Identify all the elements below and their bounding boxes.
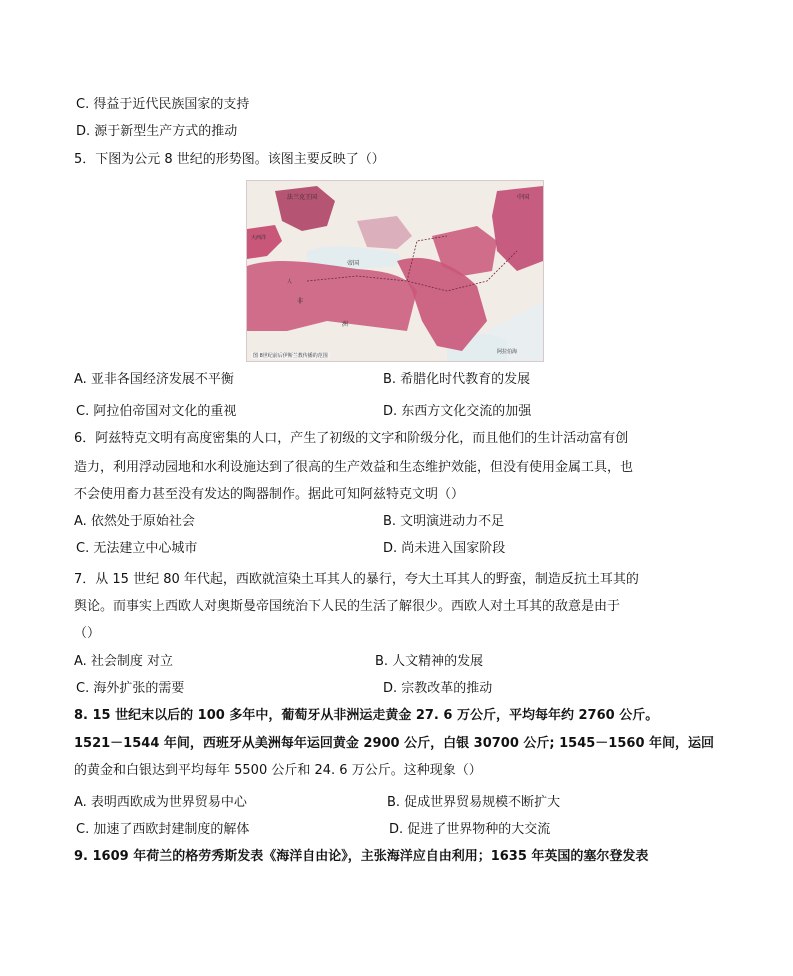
q5-stem: 5．下图为公元 8 世纪的形势图。该图主要反映了（） (74, 152, 385, 167)
q8-option-c: C. 加速了西欧封建制度的解体 (76, 822, 250, 837)
q6-stem-line1: 6．阿兹特克文明有高度密集的人口，产生了初级的文字和阶级分化，而且他们的生计活动富有创 (74, 431, 629, 446)
q7-option-c: C. 海外扩张的需要 (76, 681, 185, 696)
q4-option-d: D. 源于新型生产方式的推动 (76, 124, 238, 139)
q5-option-d: D. 东西方文化交流的加强 (383, 404, 532, 419)
map-label-frank: 法兰克王国 (287, 194, 318, 201)
q8-stem-line2: 1521－1544 年间，西班牙从美洲每年运回黄金 2900 公斤，白银 30700 公斤; 1545－1560 年间，运回 (74, 736, 715, 751)
map-label-empire: 帝国 (347, 260, 360, 267)
q6-stem-line2: 造力，利用浮动园地和水利设施达到了很高的生产效益和生态维护效能，但没有使用金属工具，也 (74, 460, 634, 475)
q8-option-a: A. 表明西欧成为世界贸易中心 (74, 795, 247, 810)
map-label-china: 中国 (517, 194, 530, 201)
q4-option-c: C. 得益于近代民族国家的支持 (76, 97, 250, 112)
q6-option-c: C. 无法建立中心城市 (76, 541, 198, 556)
eighth-century-map (246, 180, 544, 362)
q7-stem-line3: （） (74, 626, 101, 641)
q6-option-a: A. 依然处于原始社会 (74, 514, 195, 529)
q8-option-b: B. 促成世界贸易规模不断扩大 (387, 795, 561, 810)
map-caption: 图 8世纪前后伊斯兰教传播的范围 (253, 353, 328, 359)
map-label-people: 人 (287, 279, 293, 285)
q7-option-b: B. 人文精神的发展 (375, 654, 484, 669)
q8-option-d: D. 促进了世界物种的大交流 (389, 822, 551, 837)
q7-stem-line2: 舆论。而事实上西欧人对奥斯曼帝国统治下人民的生活了解很少。西欧人对土耳其的敌意是由于 (74, 599, 621, 614)
q8-stem-line1: 8. 15 世纪末以后的 100 多年中，葡萄牙从非洲运走黄金 27. 6 万公斤，平均每年约 2760 公斤。 (74, 708, 659, 723)
q5-option-c: C. 阿拉伯帝国对文化的重视 (76, 404, 237, 419)
q7-stem-line1: 7．从 15 世纪 80 年代起，西欧就渲染土耳其人的暴行，夸大土耳其人的野蛮，制造反抗土耳其的 (74, 572, 639, 587)
q8-stem-line3: 的黄金和白银达到平均每年 5500 公斤和 24. 6 万公斤。这种现象（） (74, 763, 482, 778)
q6-option-d: D. 尚未进入国家阶段 (383, 541, 506, 556)
map-figure (247, 181, 543, 361)
q6-stem-line3: 不会使用畜力甚至没有发达的陶器制作。据此可知阿兹特克文明（） (74, 487, 465, 502)
map-label-ocean: 阿拉伯海 (497, 349, 518, 355)
q5-option-b: B. 希腊化时代教育的发展 (383, 372, 531, 387)
map-label-atlantic: 大西洋 (251, 235, 267, 241)
map-label-africa-b: 洲 (342, 321, 349, 328)
q7-option-a: A. 社会制度 对立 (74, 654, 174, 669)
q5-option-a: A. 亚非各国经济发展不平衡 (74, 372, 234, 387)
map-label-africa-a: 非 (297, 298, 304, 305)
q7-option-d: D. 宗教改革的推动 (383, 681, 493, 696)
q9-stem-line1: 9. 1609 年荷兰的格劳秀斯发表《海洋自由论》，主张海洋应自由利用；1635 年英国的塞尔登发表 (74, 849, 649, 864)
q6-option-b: B. 文明演进动力不足 (383, 514, 505, 529)
